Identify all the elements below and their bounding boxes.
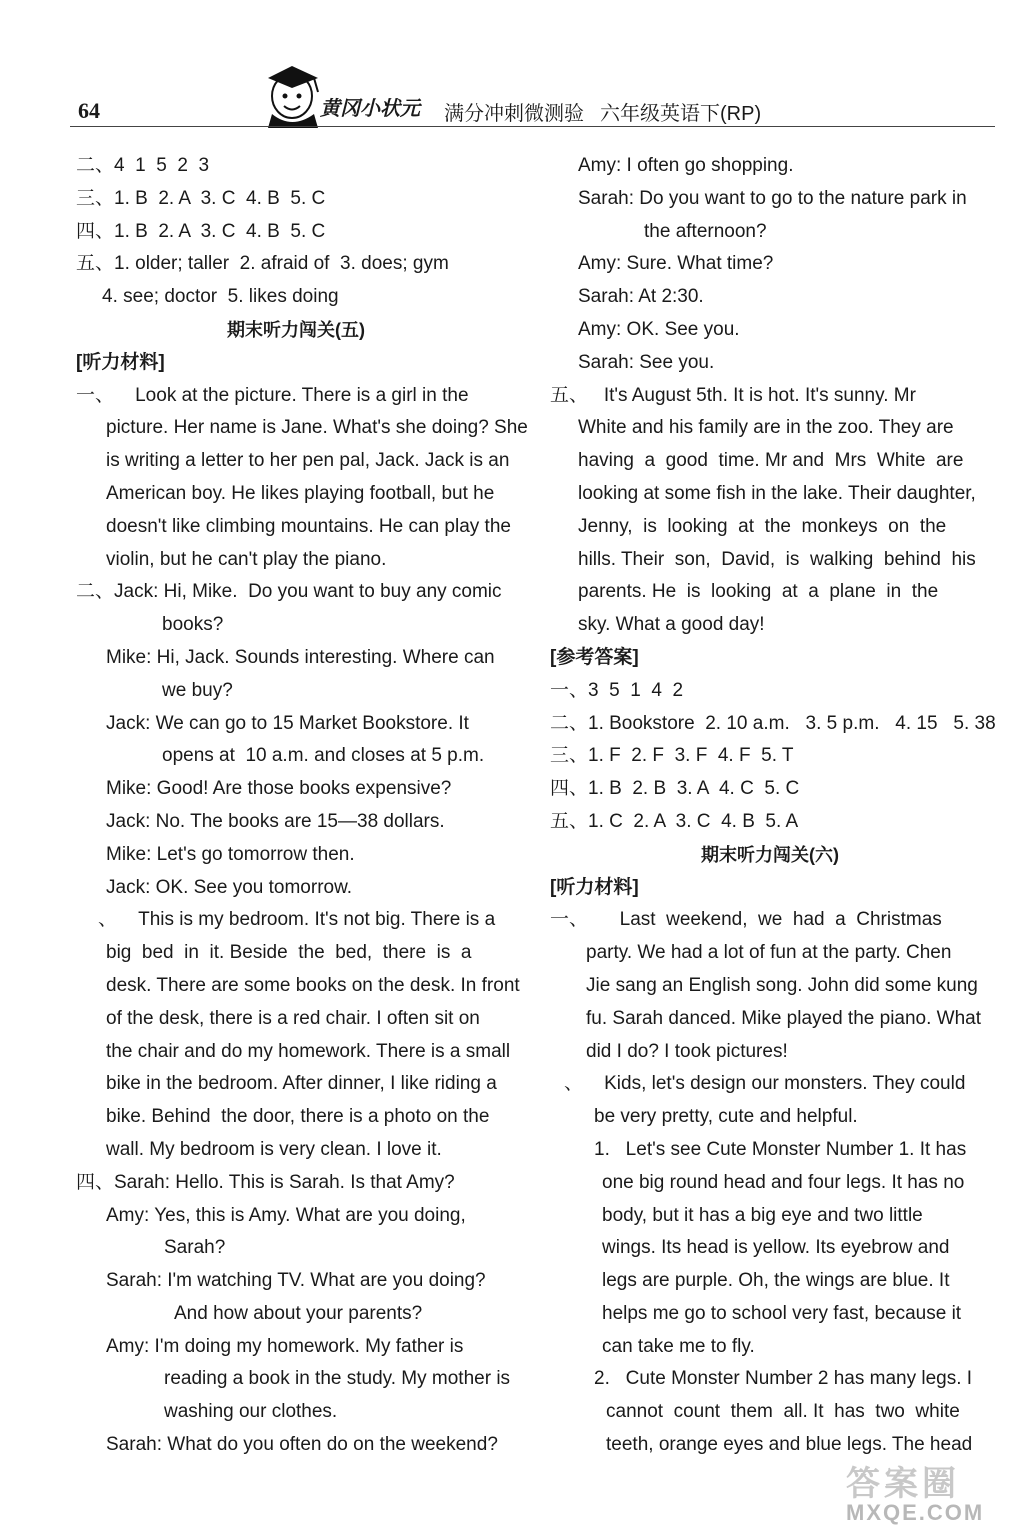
text-line: doesn't like climbing mountains. He can play the xyxy=(106,515,511,537)
text-line: Amy: Yes, this is Amy. What are you doing, xyxy=(106,1204,466,1226)
page-header xyxy=(0,0,1021,130)
text-line: Jack: We can go to 15 Market Bookstore. It xyxy=(106,712,469,734)
text-line: books? xyxy=(162,614,224,636)
text-line: having a good time. Mr and Mrs White are xyxy=(578,450,964,472)
text-line: desk. There are some books on the desk. In front xyxy=(106,974,520,996)
text-line: big bed in it. Beside the bed, there is a xyxy=(106,942,472,964)
text-line: 一、3 5 1 4 2 xyxy=(550,679,684,701)
text-line: Amy: I'm doing my homework. My father is xyxy=(106,1335,464,1357)
text-line: looking at some fish in the lake. Their daughter, xyxy=(578,482,976,504)
section-title: 期末听力闯关(六) xyxy=(701,844,839,865)
text-line: 2. Cute Monster Number 2 has many legs. I xyxy=(594,1368,973,1390)
text-line: Jack: No. The books are 15—38 dollars. xyxy=(106,810,445,832)
text-line: And how about your parents? xyxy=(174,1302,423,1324)
text-line: 一、 Look at the picture. There is a girl in the xyxy=(76,384,469,406)
page-number: 64 xyxy=(78,98,100,123)
text-line: one big round head and four legs. It has no xyxy=(602,1171,965,1193)
text-line: Amy: I often go shopping. xyxy=(578,155,794,176)
text-line: is writing a letter to her pen pal, Jack. Jack is an xyxy=(106,450,510,472)
text-line: parents. He is looking at a plane in the xyxy=(578,581,939,603)
text-line: 二、Jack: Hi, Mike. Do you want to buy any comic xyxy=(76,581,502,603)
right-column xyxy=(550,150,996,1462)
text-line: White and his family are in the zoo. They are xyxy=(578,417,954,439)
text-line: wings. Its head is yellow. Its eyebrow and xyxy=(602,1237,950,1259)
text-line: Sarah: See you. xyxy=(578,351,715,373)
text-line: Sarah: At 2:30. xyxy=(578,286,704,308)
text-line: party. We had a lot of fun at the party. Chen xyxy=(586,942,952,964)
text-line: 、 Kids, let's design our monsters. They could xyxy=(564,1073,966,1095)
text-line: Sarah? xyxy=(164,1237,226,1259)
text-line: Mike: Let's go tomorrow then. xyxy=(106,843,355,865)
left-column xyxy=(76,150,528,1462)
text-line: be very pretty, cute and helpful. xyxy=(594,1106,858,1128)
text-line: bike in the bedroom. After dinner, I like riding a xyxy=(106,1073,497,1095)
text-line: did I do? I took pictures! xyxy=(586,1040,788,1062)
text-line: 五、1. C 2. A 3. C 4. B 5. A xyxy=(550,810,799,832)
text-line: violin, but he can't play the piano. xyxy=(106,548,387,570)
text-line: 二、1. Bookstore 2. 10 a.m. 3. 5 p.m. 4. 15 5. 38 xyxy=(550,712,996,734)
text-line: Jack: OK. See you tomorrow. xyxy=(106,876,353,898)
text-line: 二、4 1 5 2 3 xyxy=(76,155,210,176)
text-line: Jenny, is looking at the monkeys on the xyxy=(578,515,947,537)
text-line: American boy. He likes playing football, but he xyxy=(106,482,495,504)
text-line: hills. Their son, David, is walking behind his xyxy=(578,548,976,570)
text-line: 三、1. B 2. A 3. C 4. B 5. C xyxy=(76,187,326,209)
series-title: 满分冲刺微测验 xyxy=(444,103,584,125)
text-line: Sarah: Do you want to go to the nature park in xyxy=(578,187,967,209)
text-line: wall. My bedroom is very clean. I love it. xyxy=(106,1138,442,1160)
text-line: cannot count them all. It has two white xyxy=(606,1401,960,1423)
text-line: 1. Let's see Cute Monster Number 1. It has xyxy=(594,1138,967,1160)
text-line: Sarah: What do you often do on the weekend? xyxy=(106,1434,498,1456)
text-line: fu. Sarah danced. Mike played the piano. What xyxy=(586,1007,982,1029)
watermark-title: 答案圈 xyxy=(846,1465,960,1503)
text-line: 、 This is my bedroom. It's not big. There is a xyxy=(98,909,496,931)
text-line: washing our clothes. xyxy=(164,1401,338,1423)
text-line: opens at 10 a.m. and closes at 5 p.m. xyxy=(162,745,485,767)
text-line: Mike: Hi, Jack. Sounds interesting. Where can xyxy=(106,646,495,668)
section-title: 期末听力闯关(五) xyxy=(227,319,365,340)
text-line: 四、1. B 2. A 3. C 4. B 5. C xyxy=(76,220,326,242)
text-line: bike. Behind the door, there is a photo on the xyxy=(106,1106,490,1128)
text-line: 四、Sarah: Hello. This is Sarah. Is that Amy? xyxy=(76,1171,455,1193)
text-line: 五、1. older; taller 2. afraid of 3. does; gym xyxy=(76,253,449,275)
section-label: [听力材料] xyxy=(76,351,165,373)
section-label: [听力材料] xyxy=(550,876,639,898)
logo-text: 黄冈小状元 xyxy=(320,98,420,120)
section-label: [参考答案] xyxy=(550,646,639,668)
text-line: picture. Her name is Jane. What's she doing? She xyxy=(106,417,528,439)
grade-label: 六年级英语下(RP) xyxy=(600,103,762,125)
text-line: reading a book in the study. My mother is xyxy=(164,1368,511,1390)
text-line: Jie sang an English song. John did some kung xyxy=(586,974,978,996)
text-line: Mike: Good! Are those books expensive? xyxy=(106,778,452,800)
watermark-url: MXQE.COM xyxy=(846,1500,985,1525)
text-line: helps me go to school very fast, because it xyxy=(602,1302,962,1324)
text-line: the chair and do my homework. There is a small xyxy=(106,1040,511,1062)
text-line: sky. What a good day! xyxy=(578,614,765,636)
text-line: 四、1. B 2. B 3. A 4. C 5. C xyxy=(550,778,800,800)
text-line: 一、 Last weekend, we had a Christmas xyxy=(550,909,942,931)
text-line: Sarah: I'm watching TV. What are you doing? xyxy=(106,1270,486,1292)
text-line: legs are purple. Oh, the wings are blue. It xyxy=(602,1270,950,1292)
text-line: body, but it has a big eye and two little xyxy=(602,1204,923,1226)
text-line: of the desk, there is a red chair. I often sit on xyxy=(106,1007,480,1029)
text-line: 三、1. F 2. F 3. F 4. F 5. T xyxy=(550,745,794,767)
text-line: Amy: Sure. What time? xyxy=(578,253,774,275)
text-line: 五、 It's August 5th. It is hot. It's sunny. Mr xyxy=(550,384,916,406)
text-line: 4. see; doctor 5. likes doing xyxy=(102,286,339,308)
text-line: the afternoon? xyxy=(644,220,767,242)
text-line: Amy: OK. See you. xyxy=(578,318,740,340)
text-line: can take me to fly. xyxy=(602,1335,755,1357)
text-line: teeth, orange eyes and blue legs. The head xyxy=(606,1434,973,1456)
header-divider xyxy=(70,126,995,127)
text-line: we buy? xyxy=(162,679,233,701)
